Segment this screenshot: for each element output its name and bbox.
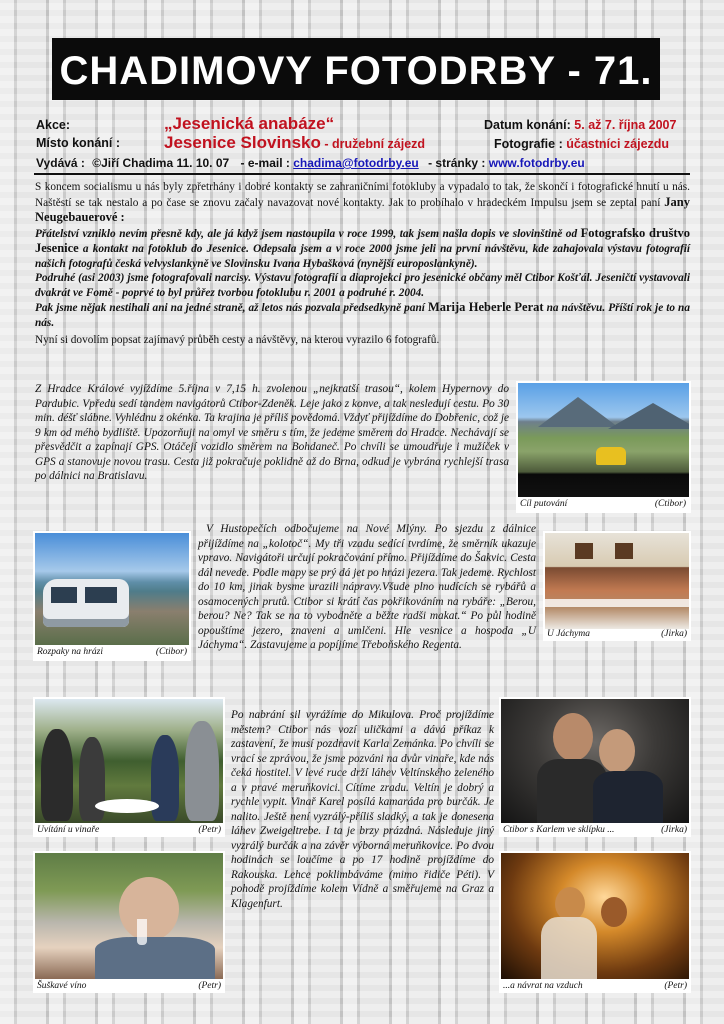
caption-pub bbox=[547, 629, 687, 639]
caption-winery bbox=[37, 825, 221, 835]
datum-label: Datum konání: bbox=[484, 118, 571, 132]
story-paragraph-2 bbox=[198, 522, 536, 653]
caption-text: Rozpaky na hrázi bbox=[37, 647, 103, 657]
photo-winery-welcome[interactable] bbox=[35, 699, 223, 823]
website-link[interactable]: www.fotodrby.eu bbox=[488, 156, 585, 170]
akce-label: Akce: bbox=[36, 118, 71, 132]
caption-destination bbox=[520, 499, 686, 509]
intro-paragraph bbox=[35, 180, 690, 226]
masthead-title: CHADIMOVY FOTODRBY - 71. bbox=[59, 49, 653, 93]
photo-card-pub bbox=[543, 531, 691, 641]
header-vydava bbox=[36, 156, 585, 170]
caption-cellar bbox=[503, 825, 687, 835]
caption-author: (Petr) bbox=[198, 981, 221, 991]
interview-text-1a: Přátelství vzniklo nevím přesně kdy, ale já když jsem nastoupila v roce 1999, tak jsem našla dopis ve slovinštině od bbox=[35, 227, 578, 240]
fotografie-label: Fotografie : bbox=[494, 137, 563, 151]
photo-tunnel-exit[interactable] bbox=[501, 853, 689, 979]
story-text-2: V Hustopečích odbočujeme na Nové Mlýny. Po sjezdu z dálnice přijíždíme na „kolotoč“. My tři vzadu sedící tvrdíme, že směrník ukazuje vpravo. Navigátoři určují pokračování přímo. Přijíždíme do Šakvic. Cesta dál nevede. Podle mapy se prý dá jet po hrázi jezera. Tak jedeme. Rychlost do 10 km, jinak bysme urazili nápravy.Všude plno nudících se rybářů a osamocených prutů. Ctibor si krátí čas pokřikováním na rybáře: „Berou, berou? Ne? Tak se na to vybodněte a běžte radši makat.“ Po půl hodině opouštíme jezero, znaveni a umlčeni. Hle vesnice a hospoda „U Jáchyma“. Zastavujeme a popíjíme Třeboňského Regenta. bbox=[198, 523, 536, 651]
transition-paragraph: Nyní si dovolím popsat zajímavý průběh cesty a návštěvy, na kterou vyrazilo 6 fotografů. bbox=[35, 334, 440, 346]
interview-paragraph-1 bbox=[35, 226, 690, 272]
email-link[interactable]: chadima@fotodrby.eu bbox=[293, 156, 419, 170]
caption-author: (Ctibor) bbox=[654, 499, 686, 509]
header-akce-value bbox=[164, 114, 334, 134]
intro-text: S koncem socialismu u nás byly zpřetrhány i dobré kontakty se zahraničními fotokluby a vypadalo to tak, že skončí i fotografické hnutí u nás. Naštěstí se tak nestalo a po čase se znovu začaly navazovat nové kontakty. Jak to probíhalo v hradeckém Impulsu jsem se zeptal paní bbox=[35, 181, 690, 209]
caption-text: Uvítání u vinaře bbox=[37, 825, 100, 835]
header-divider bbox=[34, 173, 690, 175]
photo-card-destination bbox=[516, 381, 691, 513]
interview-paragraph-3 bbox=[35, 300, 690, 330]
header-misto-value bbox=[164, 133, 425, 153]
stranky-label: - stránky : bbox=[428, 156, 486, 170]
caption-tunnel bbox=[503, 981, 687, 991]
chair-name: Marija Heberle Perat bbox=[427, 300, 544, 314]
photo-van-dam[interactable] bbox=[35, 533, 189, 645]
photo-cellar-friends[interactable] bbox=[501, 699, 689, 823]
misto-suffix: - družební zájezd bbox=[324, 137, 426, 151]
email-label: - e-mail : bbox=[240, 156, 290, 170]
photo-wine-tasting[interactable] bbox=[35, 853, 223, 979]
story-paragraph-3: Po nabrání sil vyrážíme do Mikulova. Proč projíždíme městem? Ctibor nás vozí uličkami a dává příkaz k zastavení, že musí pozdravit Karla Zemánka. Po chvíli se vrací se zprávou, že jsme pozváni na dvůr vinaře, kde nás čeká hostitel. V levé ruce drží láhev Veltínského zeleného a v pravé meruňkovici. Cítíme zradu. Veltín je dobrý a rychle vypit. Vinař Karel posílá kamaráda pro burčák. Je nalito. Ještě není vyzrálý-příliš sladký, a tak je donesena láhev Zweigeltrebe. I ta je brzy prázdná. Následuje jiný vyzrálý burčák a na závěr výborná meruňkovice. Po dvou hodinách se loučíme a po 17 hodině projíždíme do Rakouska. Lehce poklimbáváme (mimo řidiče Péti). V pohodě projíždíme kolem Vídně a směřujeme na Graz a Klagenfurt. bbox=[231, 709, 494, 910]
misto-label: Místo konání : bbox=[36, 136, 121, 150]
photo-card-wine bbox=[33, 851, 225, 993]
photo-card-tunnel bbox=[499, 851, 691, 993]
caption-text: Ctibor s Karlem ve sklípku ... bbox=[503, 825, 615, 835]
intro-block bbox=[35, 180, 690, 348]
club-name: Fotografsko društvo Jesenice bbox=[35, 225, 690, 255]
caption-text: ...a návrat na vzduch bbox=[503, 981, 583, 991]
caption-wine bbox=[37, 981, 221, 991]
datum-value: 5. až 7. října 2007 bbox=[574, 118, 677, 132]
caption-author: (Jirka) bbox=[661, 825, 687, 835]
header-misto bbox=[36, 136, 120, 150]
story-paragraph-1: Z Hradce Králové vyjíždíme 5.října v 7,15 h. zvolenou „nejkratší trasou“, kolem Hypernovy do Pardubic. Vpředu sedí tandem navigátorů Ctibor-Zdeněk. Leje jako z konve, a tak nesledují cestu. Po 30 min. déšť slábne. Vyhlédnu z okénka. Ta krajina je příliš povědomá. Vždyť přijíždíme do Dobřenic, což je 9 km od mého bydliště. Upozorňuji na omyl ve směru s tím, že jedeme směrem do Hradce. Nechávají se přesvědčit a zapínají GPS. Otáčejí vozidlo směrem na Bohdaneč. Po chvíli se umoudřuje i mužíček v GPS a stanovuje novou trasu. Cesta již pokračuje poklidně až do Brna, odkud je vybrána rychlejší trasa po dálnici na Bratislavu. bbox=[35, 383, 509, 482]
caption-text: Cíl putování bbox=[520, 499, 568, 509]
intro-name: Jany Neugebauerové : bbox=[35, 194, 690, 224]
caption-author: (Jirka) bbox=[661, 629, 687, 639]
interview-text-3a: Pak jsme nějak nestihali ani na jedné straně, až letos nás pozvala předsedkyně paní bbox=[35, 302, 425, 314]
caption-text: Šuškavé víno bbox=[37, 981, 87, 991]
header-datum bbox=[484, 118, 676, 132]
photo-pub-terrace[interactable] bbox=[545, 533, 689, 629]
fotografie-value: účastníci zájezdu bbox=[566, 137, 670, 151]
header-akce bbox=[36, 118, 70, 132]
vydava-label: Vydává : bbox=[36, 156, 85, 170]
header-fotografie bbox=[494, 137, 669, 151]
misto-value: Jesenice Slovinsko bbox=[164, 133, 321, 152]
caption-dam bbox=[37, 647, 187, 657]
photo-card-cellar bbox=[499, 697, 691, 837]
interview-text-3b: na návštěvu. Příští rok je to na nás. bbox=[35, 302, 690, 329]
caption-author: (Petr) bbox=[664, 981, 687, 991]
photo-road-mountains[interactable] bbox=[518, 383, 689, 497]
caption-author: (Petr) bbox=[198, 825, 221, 835]
photo-card-dam bbox=[33, 531, 191, 661]
interview-text-1b: a kontakt na fotoklub do Jesenice. Odepsala jsem a v roce 2000 jsme jeli na první návštěvu, kde zahajovala výstavu fotografií našich fotografů česká velvyslankyně ve Slovinsku Ivana Hybašková (nynější europoslankyně). bbox=[35, 243, 690, 270]
event-title: „Jesenická anabáze“ bbox=[164, 114, 335, 133]
caption-text: U Jáchyma bbox=[547, 629, 590, 639]
caption-author: (Ctibor) bbox=[155, 647, 187, 657]
interview-paragraph-2: Podruhé (asi 2003) jsme fotografovali narcisy. Výstavu fotografií a diaprojekci pro jesenické občany měl Ctibor Košťál. Jeseničtí vystavovali dvakrát ve Fomě - poprvé to byl průřez tvorbou fotoklubu r. 2001 a podruhé r. 2004. bbox=[35, 272, 690, 299]
photo-card-winery bbox=[33, 697, 225, 837]
vydava-value: ©Jiří Chadima 11. 10. 07 bbox=[92, 156, 230, 170]
